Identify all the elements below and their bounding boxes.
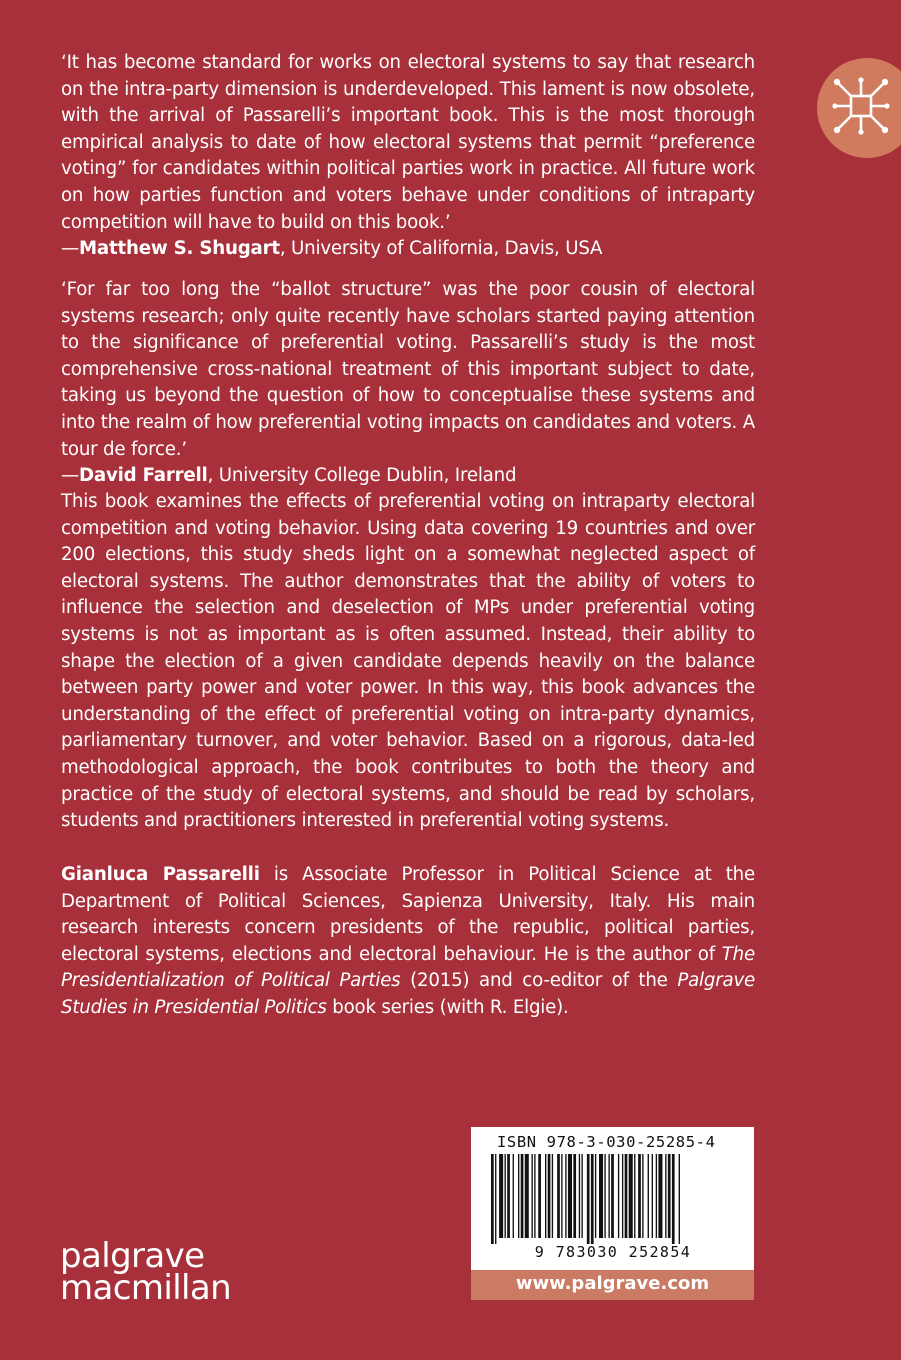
barcode-bar: [591, 1154, 594, 1244]
barcode-bar: [599, 1154, 603, 1238]
barcode-bars: [491, 1154, 735, 1244]
barcode-bar: [634, 1154, 635, 1238]
barcode-bar: [548, 1154, 551, 1238]
barcode-bar: [668, 1154, 671, 1238]
barcode-bar: [656, 1154, 657, 1238]
barcode-bar: [648, 1154, 649, 1238]
quote-affiliation: , University of California, Davis, USA: [279, 238, 603, 260]
quote-attribution: [61, 463, 755, 490]
barcode-bar: [568, 1154, 572, 1238]
isbn-label: ISBN 978-3-030-25285-4: [497, 1133, 716, 1151]
barcode-bar: [625, 1154, 628, 1238]
attribution-dash: —: [61, 238, 79, 260]
barcode-bar: [608, 1154, 609, 1238]
palgrave-network-icon: [831, 76, 891, 136]
publisher-logo: [60, 1236, 232, 1308]
barcode-bar: [579, 1154, 580, 1238]
author-name: Gianluca Passarelli: [61, 864, 260, 885]
publisher-name-line2: macmillan: [60, 1268, 232, 1308]
bio-book-title: The Presidentialization of Political Parties: [61, 943, 755, 992]
barcode-bar: [552, 1154, 553, 1238]
barcode-bar: [679, 1154, 680, 1244]
quote-text: ‘It has become standard for works on electoral systems to say that research on the intra-party dimension is underdeveloped. This lament is now obsolete, with the arrival of Passarelli’s important book. This is the most thorough empirical analysis to date of how electoral systems that permit “preference voting” for candidates within political parties work in practice. All future work on how parties function and voters behave under conditions of intraparty competition will have to build on this book.’: [61, 52, 755, 233]
bio-series-title: Palgrave Studies in Presidential Politics: [61, 970, 756, 1018]
barcode-bar: [595, 1154, 596, 1238]
attribution-dash: —: [61, 465, 79, 487]
barcode-bar: [513, 1154, 514, 1238]
barcode-bar: [534, 1154, 535, 1238]
barcode-bar: [618, 1154, 619, 1238]
endorsement-quote-shugart: [61, 50, 755, 263]
barcode-bar: [611, 1154, 614, 1238]
barcode-bar: [672, 1154, 675, 1244]
barcode-bar: [629, 1154, 633, 1238]
barcode-bar: [499, 1154, 503, 1238]
barcode-bar: [507, 1154, 510, 1238]
barcode-bar: [518, 1154, 519, 1238]
barcode-bar: [521, 1154, 524, 1238]
bio-text-3: book series (with R. Elgie).: [326, 996, 569, 1018]
barcode-bar: [538, 1154, 541, 1238]
barcode-bar: [581, 1154, 582, 1238]
barcode-bar: [573, 1154, 576, 1238]
barcode-bar: [587, 1154, 590, 1244]
barcode-bar: [545, 1154, 546, 1238]
barcode-bar: [604, 1154, 605, 1238]
barcode-bar: [665, 1154, 666, 1238]
barcode-bar: [622, 1154, 623, 1238]
barcode-bar: [652, 1154, 653, 1238]
quote-author: Matthew S. Shugart: [79, 238, 280, 260]
quote-attribution: [61, 236, 755, 263]
barcode-bar: [561, 1154, 562, 1238]
bio-text-1: is Associate Professor in Political Science at the Department of Political Sciences, Sapienza University, Italy. His main research interests concern presidents of the republic, political parties, electoral systems, elections and electoral behaviour. He is the author of: [61, 864, 755, 965]
publisher-url[interactable]: www.palgrave.com: [471, 1270, 754, 1300]
barcode-bar: [491, 1154, 494, 1244]
endorsement-quote-farrell: [61, 277, 755, 490]
quote-author: David Farrell: [79, 465, 208, 487]
isbn-barcode: [471, 1127, 754, 1270]
barcode-bar: [642, 1154, 643, 1238]
barcode-bar: [505, 1154, 506, 1238]
barcode-bar: [565, 1154, 566, 1238]
barcode-bar: [525, 1154, 529, 1238]
barcode-bar: [532, 1154, 533, 1238]
palgrave-logo-badge: [817, 58, 901, 158]
bio-text-2: (2015) and co-editor of the: [400, 970, 678, 992]
quote-text: ‘For far too long the “ballot structure” was the poor cousin of electoral systems research; only quite recently have scholars started paying attention to the significance of preferential voting. Passarelli’s study is the most comprehensive cross-national treatment of this important subject to date, taking us beyond the question of how to conceptualise these systems and into the realm of how preferential voting impacts on candidates and voters. A tour de force.’: [61, 279, 755, 460]
barcode-bar: [557, 1154, 560, 1238]
publisher-name-line1: palgrave: [60, 1236, 205, 1276]
author-bio: [61, 862, 755, 1022]
barcode-bar: [638, 1154, 641, 1238]
barcode-bar: [658, 1154, 662, 1238]
quote-affiliation: , University College Dublin, Ireland: [207, 465, 517, 487]
barcode-digits: 9 783030 252854: [534, 1243, 692, 1261]
book-description: This book examines the effects of preferential voting on intraparty electoral competition and voting behavior. Using data covering 19 countries and over 200 elections, this study sheds light on a somewhat neglected aspect of electoral systems. The author demonstrates that the ability of voters to influence the selection and deselection of MPs under preferential voting systems is not as important as is often assumed. Instead, their ability to shape the election of a given candidate depends heavily on the balance between party power and voter power. In this way, this book advances the understanding of the effect of preferential voting on intra-party dynamics, parliamentary turnover, and voter behavior. Based on a rigorous, data-led methodological approach, the book contributes to both the theory and practice of the study of electoral systems, and should be read by scholars, students and practitioners interested in preferential voting systems.: [61, 491, 755, 832]
barcode-bar: [495, 1154, 496, 1244]
